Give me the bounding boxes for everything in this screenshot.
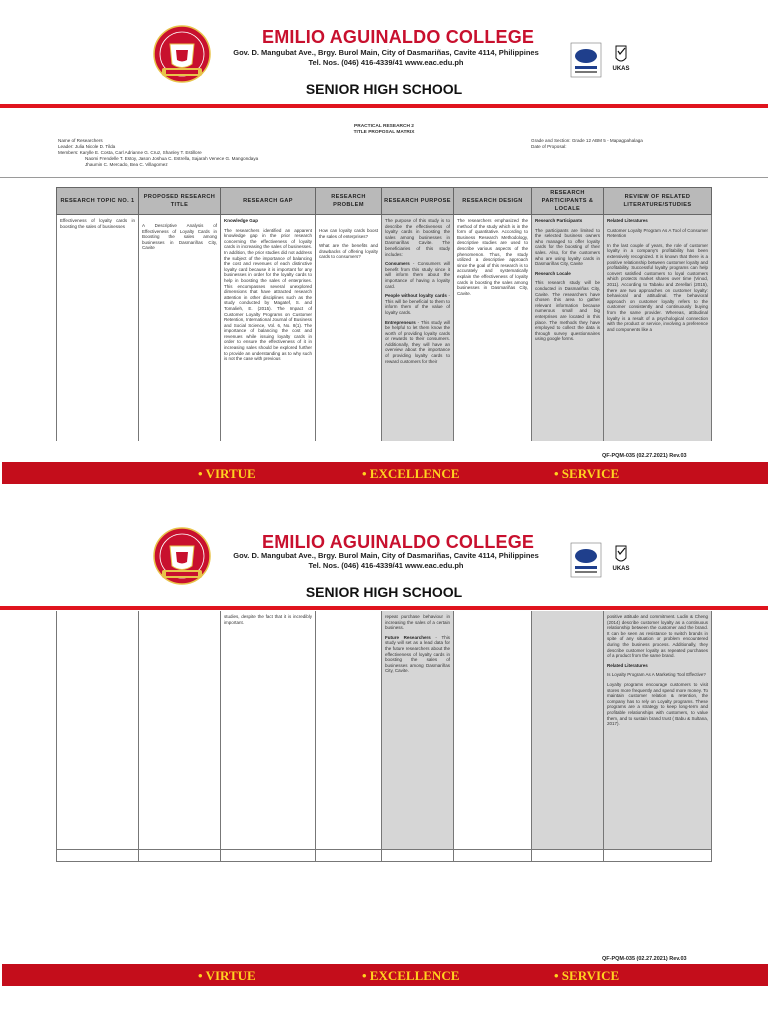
purpose-future-label: Future Researchers [385,634,431,640]
leader-name: Leader: Julia Nicole D. Tilda [58,144,116,149]
participants-text: The participants are limited to the selected business owners who managed to offer loyalty cards for the boosting of their sales. Also, for the customers who are using loyalty cards in Dasmariñas City, Cavite [535,227,600,267]
gap-text-cont: studies, despite the fact that it is incredibly important. [224,614,312,625]
cell-literature [604,611,712,849]
header-review-literature: REVIEW OF RELATED LITERATURE/STUDIES [604,188,712,215]
locale-heading: Research Locale [535,270,571,276]
title-text: A Descriptive Analysis of Effectiveness of Loyalty Cards in Boosting the sales among businesses in Dasmariñas City, Cavite [142,223,217,251]
header-red-rule [0,606,768,610]
purpose-people-label: People without loyalty cards [385,293,447,299]
rrl-cont: positive attitude and commitment. Ludin & Cheng (2014) describe customer loyalty as a continuous relationship between the customer and the brand. It can be seen as resistance to switch brands in spite of any situation or problem encountered during the business process. Additionally, they describe customer loyalty as repeated purchases of a product from the same brand. [607,614,708,659]
motto-bar [2,462,768,484]
doc-title-line1: PRACTICAL RESEARCH 2 [354,124,414,129]
purpose-future-text: - This study will set as a lead data for the future researchers about the effectiveness of loyalty cards in boosting the sales of businesses among Dasmariñas City, Cavite. [385,634,450,674]
ukas-text: UKAS [612,66,630,72]
doc-title-line2: TITLE PROPOSAL MATRIX [353,130,415,135]
proposal-matrix-table-continued [56,611,712,862]
problem-2: What are the benefits and drawbacks of offering loyalty cards to consumers? [319,243,378,260]
table-row [57,215,712,441]
cell-literature [604,215,712,441]
table-row [57,611,712,849]
members-line-3: Jhaumin C. Mercado, Bea C. Villagomez [85,162,168,167]
cell-title [139,611,221,849]
gap-heading: Knowledge Gap [224,218,259,223]
cell-gap [221,611,316,849]
cell-design [454,215,532,441]
header-participants-locale: RESEARCH PARTICIPANTS & LOCALE [532,188,604,215]
college-seal-logo [152,526,212,588]
cell-purpose [382,215,454,441]
purpose-intro: The purpose of this study is to describe the effectiveness of loyalty cards in boosting the sales among businesses in Dasmariñas Cavite. The beneficiaries of this study includes: [385,218,450,257]
cell-problem [316,215,382,441]
grade-section: Grade and Section: Grade 12 ABM 5 - Mapagpahalaga [531,138,643,143]
certification-badges [570,542,640,580]
topic-text: Effectiveness of loyalty cards in boosting the sales of businesses [60,218,135,229]
rrl-text: In the last couple of years, the role of customer loyalty in a company's profitability has been extensively recognized. It is known that there is a positive relationship between customer loyalty and profitability. Successful loyalty programs can help convert satisfied customers to loyal customers which protects market shares over time (Vinod, 2011). According to Tabaku and Zerellari (2015), there are two approaches on customer loyalty: behavioral and attitudinal. The behavioral approach on customer loyalty refers to the customer consistently and continuously buying from the same provider. Whereas, attitudinal loyalty is a result of a psychological connection with the product or service, involving a preference and components like a [607,242,708,332]
problem-1: How can loyalty cards boost the sales of enterprises? [319,228,378,239]
school-division: SENIOR HIGH SCHOOL [305,81,463,97]
rrl-text-2: Loyalty programs encourage customers to visit stores more frequently and spend more money. To maintain customer relation & retention, the company has to rely on Loyalty programs. These programs are a strategy to keep long-term and profitable relationships with customers, to value them, and to sustain brand trust ( Babu & Sultana, 2017). [607,681,708,727]
form-code: QF-PQM-035 (02.27.2021) Rev.03 [602,956,687,962]
college-address: Gov. D. Mangubat Ave., Brgy. Burol Main, City of Dasmariñas, Cavite 4114, Philippines [233,48,539,57]
college-address: Gov. D. Mangubat Ave., Brgy. Burol Main, City of Dasmariñas, Cavite 4114, Philippines [233,551,539,560]
header-research-purpose: RESEARCH PURPOSE [382,188,454,215]
rrl-heading: Related Literatures [607,218,648,223]
document-page-1 [0,0,768,500]
purpose-cont: repeat purchase behaviour in increasing the sales of a certain business. [385,614,450,631]
table-empty-row [57,849,712,861]
motto-service: • SERVICE [554,968,620,983]
proposal-matrix-table [56,187,712,441]
school-division: SENIOR HIGH SCHOOL [305,584,463,600]
motto-excellence: • EXCELLENCE [362,466,460,481]
certification-badges [570,42,640,80]
ukas-text: UKAS [612,566,630,572]
purpose-consumers-label: Consumers [385,261,410,267]
purpose-entrepreneurs-text: - This study will be helpful to let them know the worth of providing loyalty cards or rewards to their consumers. Additionally, they will have an overview about the importance of providing loyalty cards to reward customers for their [385,319,450,364]
members-line-2: Naomi Frendelle T. Estoy, Jason Joshua C. Estrella, Sajarah Venece G. Mangondaya [85,156,259,161]
header-research-gap: RESEARCH GAP [221,188,316,215]
cell-design [454,611,532,849]
motto-bar [2,964,768,986]
purpose-consumers-text: - Consumers will benefit from this study since it will inform them about the importance of having a loyalty card. [385,261,450,289]
cell-gap [221,215,316,441]
header-research-design: RESEARCH DESIGN [454,188,532,215]
members-line-1: Members: Karylle E. Costa, Carl Adrianne G. Cruz, Shanley T. Estillore [58,150,202,155]
table-header-row [57,188,712,215]
document-page-2 [0,512,768,1024]
header-proposed-title: PROPOSED RESEARCH TITLE [139,188,221,215]
cell-topic [57,215,139,441]
motto-excellence: • EXCELLENCE [362,968,460,983]
meta-rule [0,177,768,178]
motto-virtue: • VIRTUE [198,466,256,481]
cell-title [139,215,221,441]
form-code: QF-PQM-035 (02.27.2021) Rev.03 [602,453,687,459]
cell-problem [316,611,382,849]
participants-heading: Research Participants [535,218,583,223]
motto-service: • SERVICE [554,466,620,481]
header-research-problem: RESEARCH PROBLEM [316,188,382,215]
college-name: EMILIO AGUINALDO COLLEGE [262,532,535,552]
rrl-heading-2: Related Literatures [607,662,648,668]
date-of-proposal: Date of Proposal: [531,144,567,149]
cell-purpose [382,611,454,849]
cell-topic [57,611,139,849]
design-text: The researchers emphasized the method of the study which is in the form of quantitative. According to Business Research Methodology, descriptive studies are used to describe various aspects of the phenomenon. Thus, the study utilized a descriptive approach since the goal of this research is to accurately and systematically explain the effectiveness of loyalty cards in boosting the sales among businesses in Dasmariñas City, Cavite. [457,218,528,296]
college-name: EMILIO AGUINALDO COLLEGE [262,27,535,47]
rrl-title: Customer Loyalty Program As A Tool of Consumer Retention [607,227,708,239]
college-contact: Tel. Nos. (046) 416-4339/41 www.eac.edu.ph [308,58,464,67]
gap-text: The researchers identified an apparent knowledge gap in the prior research concerning the effectiveness of loyalty cards in increasing the sales of businesses. In addition, the prior studies did not address the subject of the importance of balancing the cost and revenues of each distinctive loyalty card because it is important for any businesses in order for the loyalty cards to help in boosting the sales of enterprises. This encompasses several unexplored dimensions that have attracted research attention in other disciplines such as the study conducted by Magatef, S. and Tomalieh, E. (2015). The Impact of Customer Loyalty Programs on Customer Retention, International Journal of Business and Social Science, Vol. 6, No. 8(1). The importance of balancing the cost and revenues while issuing loyalty cards in order to ensure the effectiveness of it in increasing sales should be explored further to provide an understanding as to why such is not the case with previous [224,227,312,362]
locale-text: This research study will be conducted in Dasmariñas City, Cavite. The researchers have chosen this area to gather relevant information because numerous small and big enterprises are located in this place. The methods they have employed to collect the data is through survey questionnaires using google forms. [535,280,600,342]
researchers-label: Name of Researchers [58,138,103,143]
cell-participants [532,215,604,441]
header-red-rule [0,104,768,108]
header-research-topic: RESEARCH TOPIC NO. 1 [57,188,139,215]
cell-participants [532,611,604,849]
college-seal-logo [152,24,212,86]
purpose-people-text: - This will be beneficial to them to inform them of the value of loyalty cards. [385,293,451,315]
motto-virtue: • VIRTUE [198,968,256,983]
purpose-entrepreneurs-label: Entrepreneurs [385,319,416,325]
rrl-title-2: Is Loyalty Program As A Marketing Tool Effective? [607,672,706,678]
college-contact: Tel. Nos. (046) 416-4339/41 www.eac.edu.ph [308,561,464,570]
